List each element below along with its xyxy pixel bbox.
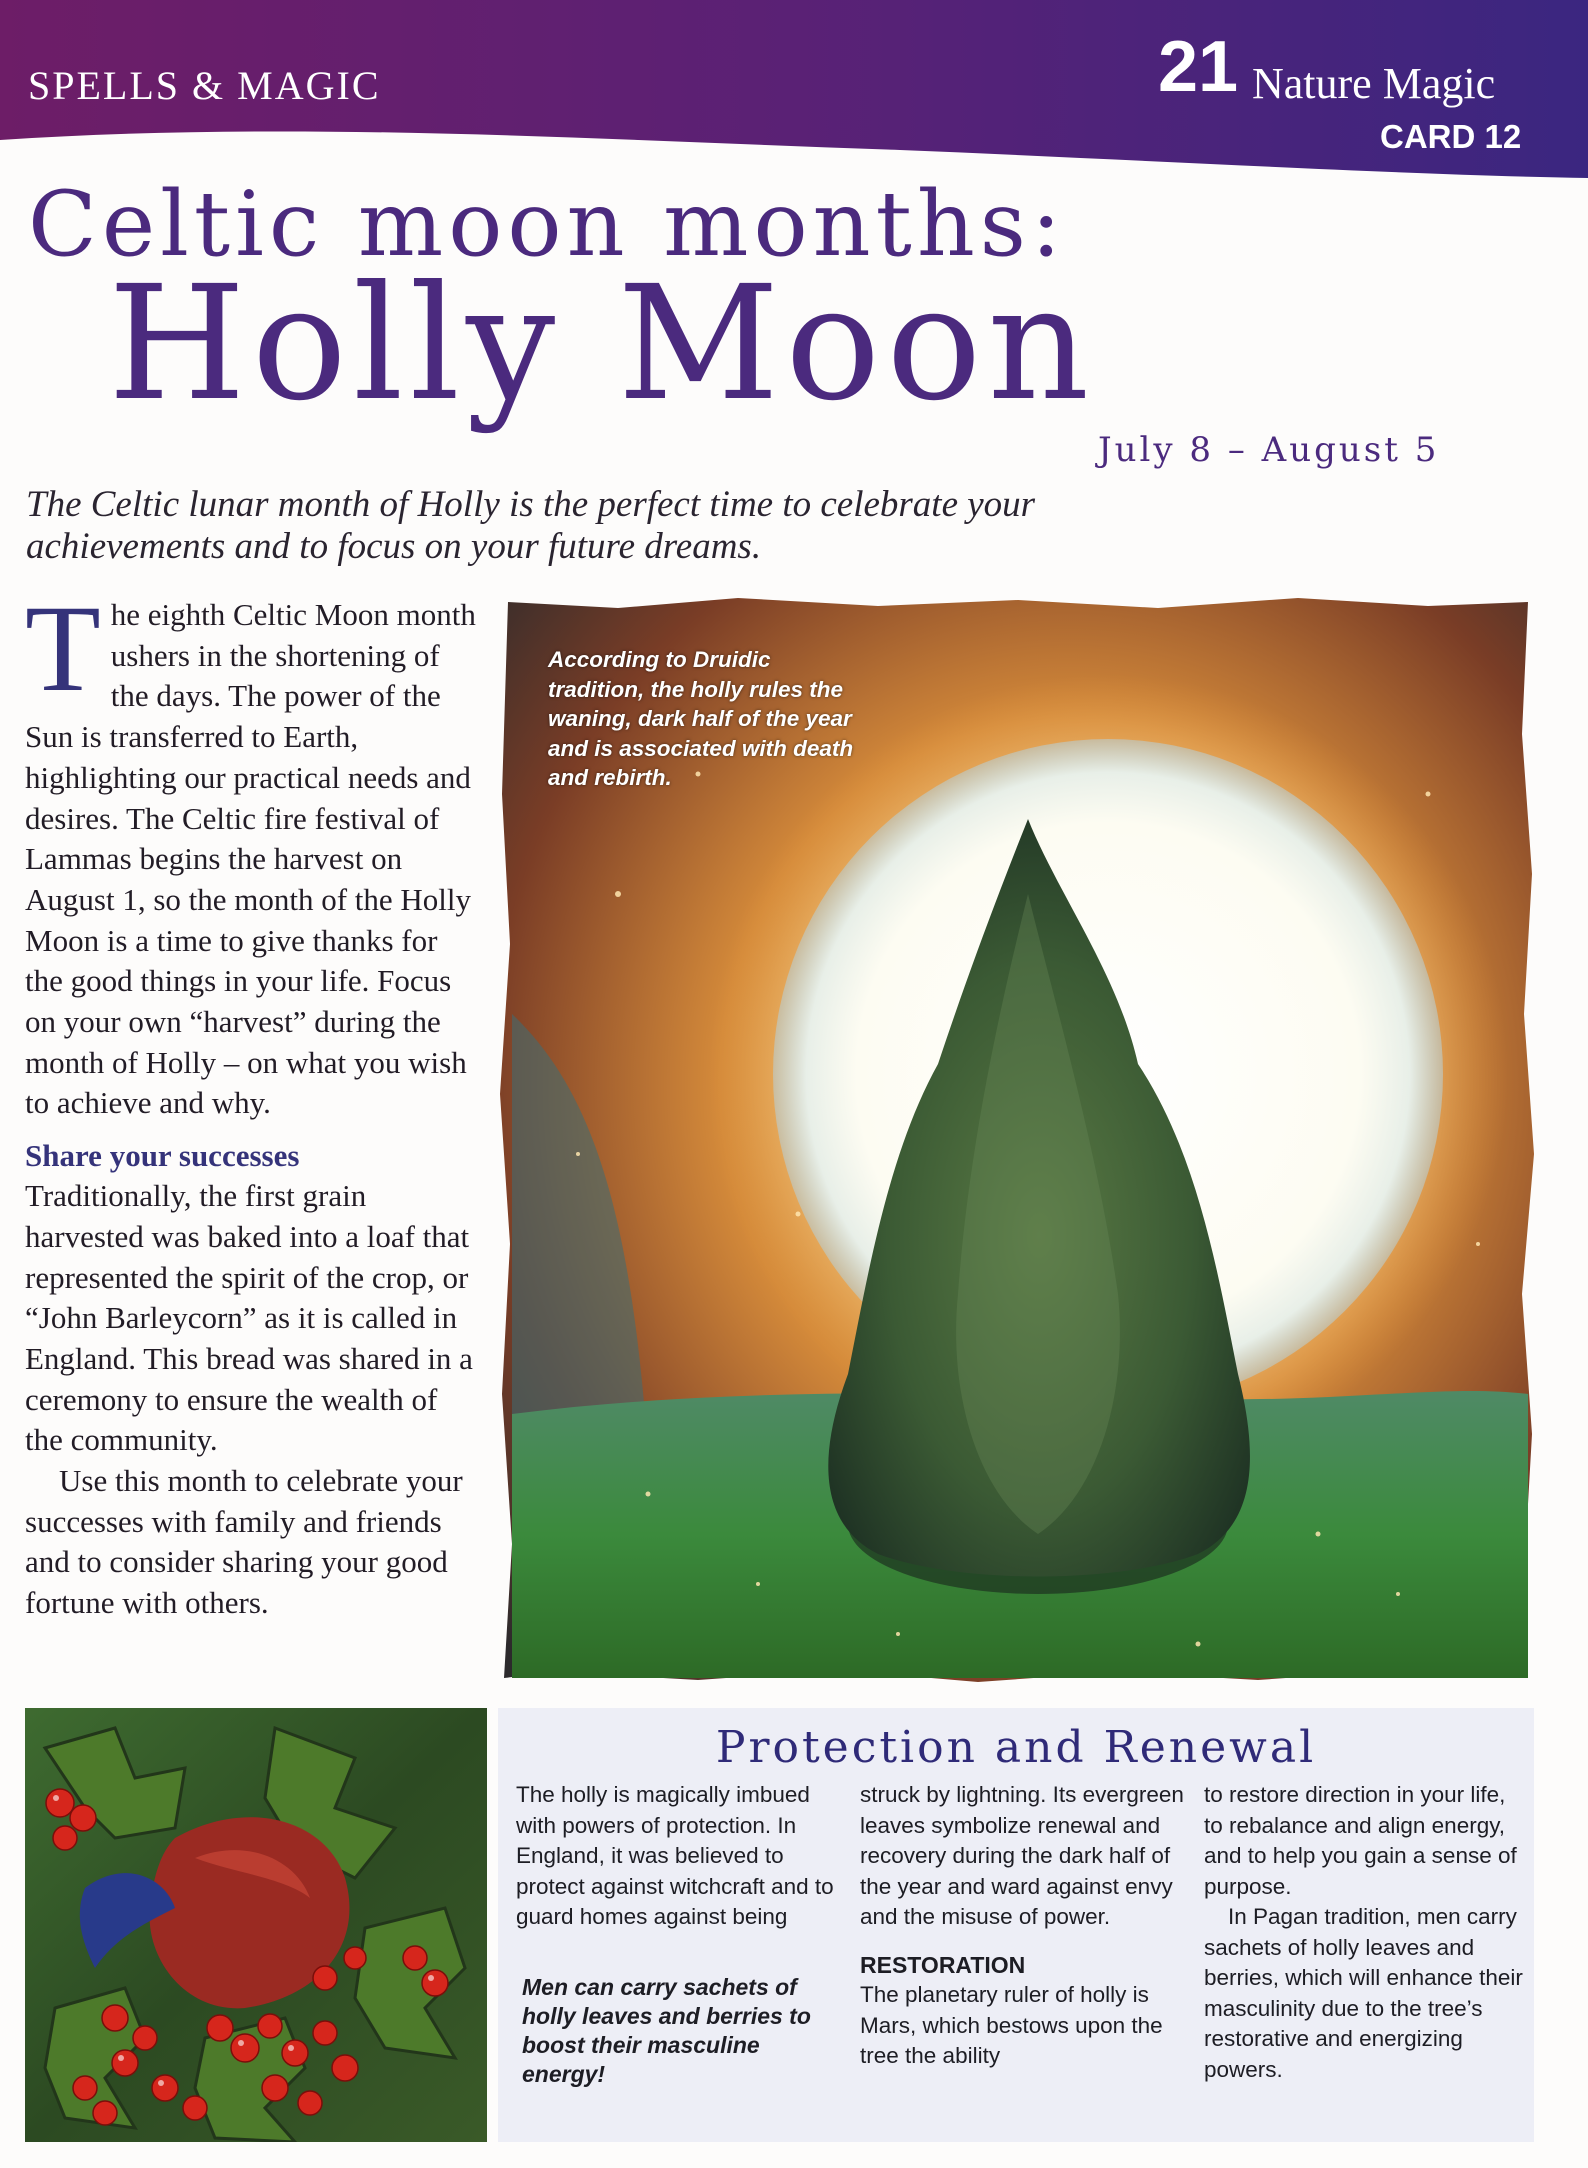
card-number: CARD 12 — [1380, 118, 1522, 155]
series-name: Nature Magic — [1252, 59, 1496, 108]
holly-berries-image — [25, 1708, 487, 2142]
panel-column-2 — [860, 1780, 1185, 2072]
body-paragraph-1: he eighth Celtic Moon month ushers in the shortening of the days. The power of the Sun is transferred to Earth, highlighting our practical needs and desires. The Celtic fire festival of Lammas begins the harvest on August 1, so the month of the Holly Moon is a time to give thanks for the good things in your life. Focus on your own “harvest” during the month of Holly – on what you wish to achieve and why. — [25, 597, 476, 1121]
panel-col2-restoration: The planetary ruler of holly is Mars, which bestows upon the tree the ability — [860, 1982, 1163, 2068]
page-title: Holly Moon — [108, 252, 1096, 436]
date-range: July 8 – August 5 — [1098, 430, 1440, 470]
body-column — [25, 580, 480, 1624]
panel-col1-text: The holly is magically imbued with powers of protection. In England, it was believed to protect against witchcraft and to guard homes against being — [516, 1782, 834, 1929]
restoration-heading: RESTORATION — [860, 1951, 1026, 1978]
series-number: 21 — [1158, 27, 1239, 107]
drop-cap: T — [25, 580, 101, 717]
holly-berries-photo — [25, 1708, 487, 2142]
panel-title: Protection and Renewal — [715, 1722, 1317, 1773]
body-paragraph-2: Traditionally, the first grain harvested was baked into a loaf that represented the spirit of the crop, or “John Barleycorn” as it is called in England. This bread was shared in a ceremony to ensure the wealth of the community. — [25, 1178, 473, 1458]
panel-col2-text: struck by lightning. Its evergreen leaves symbolize renewal and recovery during the dark half of the year and ward against envy and the misuse of power. — [860, 1782, 1184, 1929]
intro-text: The Celtic lunar month of Holly is the perfect time to celebrate your achievements and to focus on your future dreams. — [26, 484, 1036, 567]
panel-col3-text: to restore direction in your life, to rebalance and align energy, and to help you gain a sense of purpose. — [1204, 1782, 1517, 1899]
subheading: Share your successes — [25, 1138, 300, 1174]
image-caption: According to Druidic tradition, the holly rules the waning, dark half of the year and is associated with death and rebirth. — [548, 647, 854, 790]
pull-quote: Men can carry sachets of holly leaves and berries to boost their masculine energy! — [522, 1973, 811, 2087]
section-label: SPELLS & MAGIC — [28, 63, 381, 108]
panel-column-1 — [516, 1780, 841, 2089]
panel-col3-para2: In Pagan tradition, men carry sachets of holly leaves and berries, which will enhance their masculinity due to the tree’s restorative and energizing powers. — [1204, 1904, 1523, 2082]
header-band — [0, 0, 1588, 185]
protection-renewal-panel — [498, 1708, 1534, 2142]
body-paragraph-3: Use this month to celebrate your successes with family and friends and to consider sharing your good fortune with others. — [25, 1463, 463, 1621]
page-supertitle: Celtic moon months: — [28, 172, 1067, 277]
panel-column-3 — [1204, 1780, 1529, 2085]
